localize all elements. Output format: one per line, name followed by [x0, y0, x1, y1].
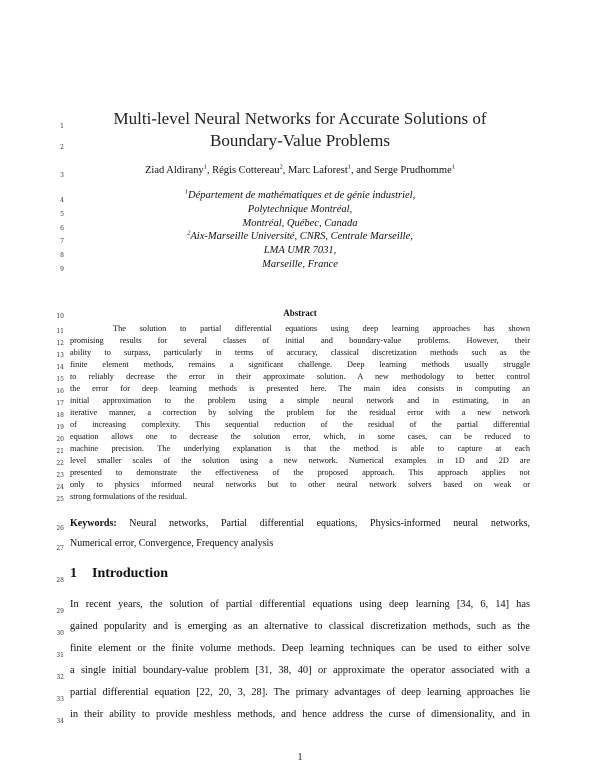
body-line: partial differential equation [22, 20, 3, 28]. The primary advantages of deep learning approaches lie	[70, 687, 530, 698]
line-number: 3	[60, 172, 64, 179]
line-number: 26	[56, 525, 64, 532]
line-number: 23	[56, 472, 64, 479]
affiliation-mark: 1	[184, 188, 189, 196]
line-number: 12	[56, 340, 64, 347]
line-number: 31	[56, 652, 64, 659]
line-number: 21	[56, 448, 64, 455]
abstract-line: The solution to partial differential equations using deep learning approaches has shown	[113, 324, 530, 333]
line-number: 34	[56, 718, 64, 725]
line-number: 2	[60, 144, 64, 151]
line-number: 18	[56, 412, 64, 419]
abstract-line: initial approximation to the problem using a simple neural network and in estimating, in an	[70, 396, 530, 405]
line-number: 30	[56, 630, 64, 637]
line-number: 27	[56, 545, 64, 552]
abstract-line: finite element methods, remains a significant challenge. Deep learning methods usually struggle	[70, 360, 530, 369]
line-number: 13	[56, 352, 64, 359]
line-number: 6	[60, 225, 64, 232]
abstract-line: of increasing complexity. This sequential reduction of the residual of the partial differential	[70, 420, 530, 429]
body-line: in their ability to provide meshless methods, and hence address the curse of dimensionality, and in	[70, 709, 530, 720]
body-line: In recent years, the solution of partial differential equations using deep learning [34, 6, 14] has	[70, 599, 530, 610]
line-number: 24	[56, 484, 64, 491]
line-number: 9	[60, 266, 64, 273]
affiliation-line: $^2$Aix-Marseille Université, CNRS, Centrale Marseille,	[187, 229, 413, 242]
body-line: a single initial boundary-value problem [31, 38, 40] or approximate the operator associated with a	[70, 665, 530, 676]
line-number: 1	[60, 123, 64, 130]
line-number: 17	[56, 400, 64, 407]
line-number: 22	[56, 460, 64, 467]
abstract-line: only to physics informed neural networks but to other neural network solvers based on weak or	[70, 480, 530, 489]
line-number: 5	[60, 211, 64, 218]
line-number: 19	[56, 424, 64, 431]
section-heading	[70, 566, 168, 582]
body-line: finite element or the finite volume methods. Deep learning techniques can be used to either solve	[70, 643, 530, 654]
line-number: 14	[56, 364, 64, 371]
author-affiliation-mark: 2	[279, 163, 283, 171]
line-number: 15	[56, 376, 64, 383]
author-name: , Marc Laforest	[282, 165, 348, 176]
abstract-line: the error for deep learning methods is presented here. The main idea consists in computing an	[70, 384, 530, 393]
abstract-line: machine precision. The underlying explanation is that the method is able to capture at each	[70, 444, 530, 453]
affiliation-line: Marseille, France	[262, 259, 338, 270]
line-number: 20	[56, 436, 64, 443]
body-line: gained popularity and is emerging as an alternative to classical discretization methods, such as the	[70, 621, 530, 632]
affiliation-line: LMA UMR 7031,	[263, 245, 337, 256]
abstract-line: strong formulations of the residual.	[70, 492, 187, 501]
paper-title-line-2: Boundary-Value Problems	[210, 131, 390, 150]
abstract-line: equation allows one to decrease the solution error, which, in some cases, can be reduced to	[70, 432, 530, 441]
abstract-line: promising results for several classes of initial and boundary-value problems. However, their	[70, 336, 530, 345]
abstract-heading: Abstract	[283, 308, 317, 318]
keywords-line: Keywords: Neural networks, Partial differential equations, Physics-informed neural networks,	[70, 518, 530, 529]
page-number: 1	[297, 752, 303, 763]
line-number: 7	[60, 238, 64, 245]
line-number: 10	[56, 313, 64, 320]
line-number: 29	[56, 608, 64, 615]
line-number: 16	[56, 388, 64, 395]
line-number: 33	[56, 696, 64, 703]
author-name: , and Serge Prudhomme	[351, 165, 452, 176]
abstract-line: presented to demonstrate the effectiveness of the proposed approach. This approach applies not	[70, 468, 530, 477]
line-number: 25	[56, 496, 64, 503]
author-affiliation-mark: 1	[451, 163, 455, 171]
paper-title-line-1: Multi-level Neural Networks for Accurate Solutions of	[113, 109, 487, 128]
line-number: 8	[60, 252, 64, 259]
abstract-line: level smaller scales of the solution using a new network. Numerical examples in 1D and 2D are	[70, 456, 530, 465]
author-affiliation-mark: 1	[347, 163, 352, 171]
author-affiliation-mark: 1	[203, 163, 207, 171]
affiliation-line: Montréal, Québec, Canada	[242, 218, 358, 229]
author-name: Ziad Aldirany	[145, 165, 204, 176]
abstract-line: ability to surpass, particularly in terms of accuracy, classical discretization methods such as the	[70, 348, 530, 357]
author-name: , Régis Cottereau	[206, 165, 280, 176]
line-number: 28	[56, 577, 64, 584]
line-number: 4	[60, 197, 64, 204]
section-title: Introduction	[92, 566, 168, 581]
affiliation-mark: 2	[187, 229, 191, 237]
abstract-line: iterative manner, a correction by solving the problem for the residual error with a new network	[70, 408, 530, 417]
affiliation-line: Polytechnique Montréal,	[247, 204, 353, 215]
keywords-label: Keywords:	[70, 518, 117, 529]
author-list	[0, 165, 600, 176]
abstract-line: to reliably decrease the error in their approximate solution. A new methodology to better control	[70, 372, 530, 381]
keywords-line: Numerical error, Convergence, Frequency analysis	[70, 538, 274, 549]
affiliation-line: $^1$Département de mathématiques et de génie industriel,	[184, 188, 416, 201]
section-number: 1	[70, 566, 77, 581]
line-number: 32	[56, 674, 64, 681]
line-number: 11	[56, 328, 64, 335]
